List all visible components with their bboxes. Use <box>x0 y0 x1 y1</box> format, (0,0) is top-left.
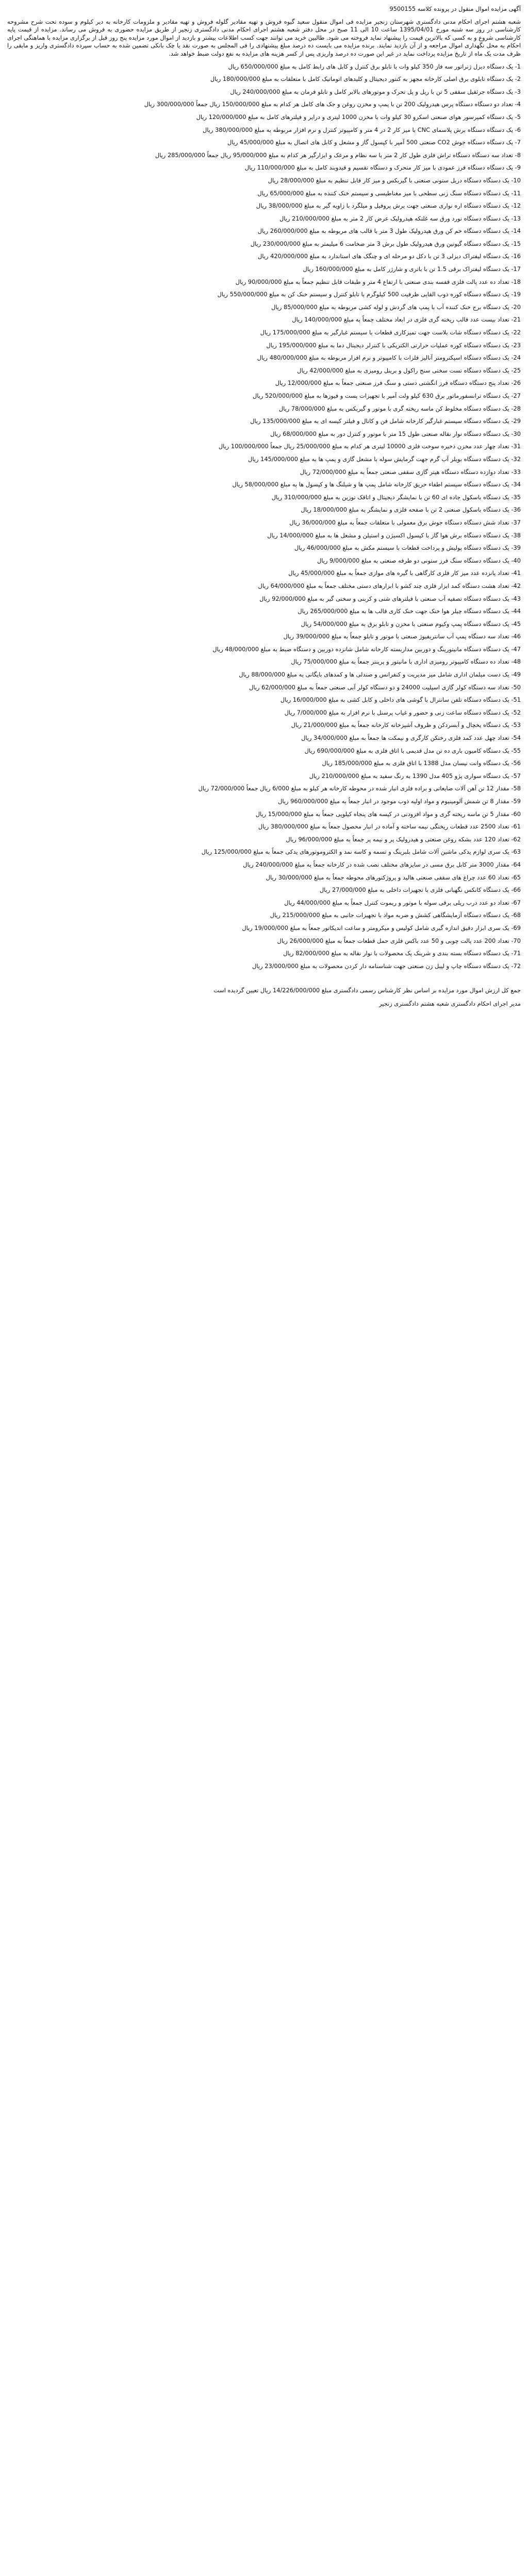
list-item: 63- یک سری لوازم یدکی ماشین آلات شامل بلبرینگ و تسمه و کاسه نمد و الکتروموتورهای یدکی جمعاً به مبلغ 125/000/000 ریال <box>201 848 521 856</box>
list-item: 11- یک دستگاه دستگاه سنگ زنی سطحی با میز مغناطیسی و سیستم خنک کننده به مبلغ 65/000/000 ریال <box>257 189 521 197</box>
list-item: 34- یک دستگاه دستگاه سیستم اطفاء حریق کارخانه شامل پمپ ها و شیلنگ ها و کپسول ها به مبلغ 58/000/000 ریال <box>232 481 521 488</box>
list-item: 3- یک دستگاه جرثقیل سقفی 5 تن با ریل و پل تحرک و موتورهای بالابر کامل و تابلو فرمان به مبلغ 240/000/000 ریال <box>230 88 521 95</box>
list-item: 17- یک دستگاه لیفتراک برقی 1.5 تن با باتری و شارژر کامل به مبلغ 160/000/000 ریال <box>303 265 521 273</box>
list-item: 61- تعداد 2500 عدد قطعات ریختگی نیمه ساخته و آماده در انبار محصول جمعاً به مبلغ 380/000/000 ریال <box>258 823 521 831</box>
list-item: 14- یک دستگاه دستگاه خم کن ورق هیدرولیک طول 3 متر با قالب های مربوطه به مبلغ 260/000/000 ریال <box>257 227 521 235</box>
list-item: 7- یک دستگاه دستگاه جوش CO2 صنعتی 500 آمپر با کپسول گاز و مشعل و کابل های اتصال به مبلغ 45/000/000 ریال <box>227 139 521 146</box>
list-item: 67- تعداد دو عدد درب ریلی برقی سوله با موتور و ریموت کنترل جمعاً به مبلغ 44/000/000 ریال <box>284 899 521 906</box>
list-item: 30- یک دستگاه دستگاه نوار نقاله صنعتی طول 15 متر با موتور و کنترل دور به مبلغ 68/000/000 ریال <box>270 430 521 437</box>
list-item: 58- مقدار 12 تن آهن آلات ضایعاتی و براده فلزی انبار شده در محوطه کارخانه هر کیلو به مبلغ 6/000 ریال جمعاً 72/000/000 ریال <box>198 785 521 792</box>
list-item: 45- یک دستگاه دستگاه پمپ وکیوم صنعتی با مخزن و تابلو برق به مبلغ 54/000/000 ریال <box>301 620 521 628</box>
list-item: 36- یک دستگاه باسکول صنعتی 2 تن با صفحه فلزی و نمایشگر به مبلغ 18/000/000 ریال <box>301 506 521 514</box>
list-item: 55- یک دستگاه کامیون باری ده تن مدل قدیمی با اتاق فلزی به مبلغ 690/000/000 ریال <box>304 747 521 754</box>
list-item: 27- یک دستگاه ترانسفورماتور برق 630 کیلو ولت آمپر با تجهیزات پست و فیوزها به مبلغ 520/000/000 ریال <box>252 392 521 399</box>
list-item: 26- تعداد پنج دستگاه دستگاه فرز انگشتی دستی و سنگ فرز صنعتی جمعاً به مبلغ 12/000/000 ریال <box>275 379 521 387</box>
list-item: 6- یک دستگاه دستگاه برش پلاسمای CNC با میز کار 2 در 4 متر و کامپیوتر کنترل و نرم افزار مربوطه به مبلغ 380/000/000 ریال <box>203 126 521 133</box>
list-item: 25- یک دستگاه دستگاه تست سختی سنج راکول و برینل رومیزی به مبلغ 42/000/000 ریال <box>297 366 521 374</box>
list-item: 37- تعداد شش دستگاه دستگاه جوش برق معمولی با متعلقات جمعاً به مبلغ 36/000/000 ریال <box>289 518 521 526</box>
document-intro: شعبه هشتم اجرای احکام مدنی دادگستری شهرستان زنجیر مزایده فی اموال منقول سعید گیوه فروش و تهیه مقادیر گلوله فروش و تهیه مقادیر و ملزومات کارخانه به دیر کیلوم و سوده تحت شرح مشروحه کارشناسی در روز سه شنبه مورخ 1395/04/01 ساعت 10 الی 11 صبح در محل دفتر شعبه هشتم اجرای احکام مدنی دادگستری زنجیر از طریق مزایده حضوری به فروش می رساند. مزایده از قیمت پایه کارشناسی شروع و به کسی که بالاترین قیمت را پیشنهاد نماید فروخته می شود. طالبین خرید می توانند جهت کسب اطلاعات بیشتر و بازدید از اموال مورد مزایده پنج روز قبل از برگزاری مزایده با هماهنگی اجرای احکام به محل نگهداری اموال مراجعه و از آن بازدید نمایند. برنده مزایده می بایست ده درصد مبلغ پیشنهادی را فی المجلس به صورت نقد یا چک بانکی تضمین شده به حساب سپرده دادگستری واریز و مابقی را ظرف مدت یک ماه از تاریخ مزایده پرداخت نماید در غیر این صورت ده درصد واریزی پس از کسر هزینه های مزایده به نفع دولت ضبط خواهد شد. <box>7 18 521 57</box>
list-item: 21- تعداد بیست عدد قالب ریخته گری فلزی در ابعاد مختلف جمعاً به مبلغ 140/000/000 ریال <box>292 316 521 324</box>
list-item: 57- یک دستگاه سواری پژو 405 مدل 1390 به رنگ سفید به مبلغ 210/000/000 ریال <box>309 772 521 779</box>
document-header: آگهی مزایده اموال منقول در پرونده کلاسه 9500155 <box>389 5 521 12</box>
list-item: 22- یک دستگاه دستگاه شات بلاست جهت تمیزکاری قطعات با سیستم غبارگیر به مبلغ 175/000/000 ریال <box>260 329 521 336</box>
list-item: 5- یک دستگاه کمپرسور هوای صنعتی اسکرو 30 کیلو وات با مخزن 1000 لیتری و درایر و فیلترهای کامل به مبلغ 120/000/000 ریال <box>196 113 521 121</box>
list-item: 15- یک دستگاه دستگاه گیوتین ورق هیدرولیک طول برش 3 متر ضخامت 6 میلیمتر به مبلغ 230/000/000 ریال <box>250 240 521 247</box>
list-item: 72- یک دستگاه دستگاه چاپ و لیبل زن صنعتی جهت شناسنامه دار کردن محصولات به مبلغ 23/000/000 ریال <box>252 962 521 970</box>
list-item: 48- تعداد ده دستگاه کامپیوتر رومیزی اداری با مانیتور و پرینتر جمعاً به مبلغ 75/000/000 ریال <box>291 658 521 666</box>
list-item: 29- یک دستگاه دستگاه سیستم غبارگیر کارخانه شامل فن و کانال و فیلتر کیسه ای به مبلغ 135/000/000 ریال <box>250 417 521 425</box>
list-item: 43- یک دستگاه دستگاه تصفیه آب صنعتی با فیلترهای شنی و کربنی و سختی گیر به مبلغ 92/000/000 ریال <box>259 595 521 602</box>
list-item: 64- مقدار 3000 متر کابل برق مسی در سایزهای مختلف نصب شده در کارخانه جمعاً به مبلغ 240/000/000 ریال <box>243 860 521 868</box>
list-item: 59- مقدار 8 تن شمش آلومینیوم و مواد اولیه ذوب موجود در انبار جمعاً به مبلغ 960/000/000 ریال <box>278 798 521 805</box>
list-item: 33- تعداد دوازده دستگاه دستگاه هیتر گازی سقفی صنعتی جمعاً به مبلغ 72/000/000 ریال <box>300 468 521 476</box>
list-item: 35- یک دستگاه باسکول جاده ای 60 تن با نمایشگر دیجیتال و اتاقک توزین به مبلغ 310/000/000 ریال <box>271 493 521 501</box>
document-footer: مدیر اجرای احکام دادگستری شعبه هشتم دادگستری زنجیر <box>378 999 521 1007</box>
list-item: 71- یک دستگاه دستگاه بسته بندی و شرینک پک محصولات با نوار نقاله به مبلغ 82/000/000 ریال <box>283 950 521 957</box>
list-item: 8- تعداد سه دستگاه دستگاه تراش فلزی طول کار 2 متر با سه نظام و مرغک و ابزارگیر هر کدام به مبلغ 95/000/000 ریال جمعاً 285/000/000 ریال <box>155 151 521 159</box>
list-item: 44- یک دستگاه دستگاه چیلر هوا خنک جهت خنک کاری قالب ها به مبلغ 265/000/000 ریال <box>298 607 521 615</box>
list-item: 50- تعداد سه دستگاه کولر گازی اسپلیت 24000 و دو دستگاه کولر آبی صنعتی جمعاً به مبلغ 62/000/000 ریال <box>249 683 521 691</box>
list-item: 10- یک دستگاه دستگاه دریل ستونی صنعتی با گیربکس و میز کار قابل تنظیم به مبلغ 28/000/000 ریال <box>268 176 521 184</box>
list-item: 47- یک دستگاه دستگاه مانیتورینگ و دوربین مداربسته کارخانه شامل شانزده دوربین و دستگاه ضبط به مبلغ 48/000/000 ریال <box>212 645 521 653</box>
list-item: 12- یک دستگاه دستگاه اره نواری صنعتی جهت برش پروفیل و میلگرد با زاویه گیر به مبلغ 38/000/000 ریال <box>256 202 521 210</box>
list-item: 42- تعداد هشت دستگاه کمد ابزار فلزی چند کشو با ابزارهای دستی مختلف جمعاً به مبلغ 64/000/000 ریال <box>258 582 521 589</box>
list-item: 54- تعداد چهل عدد کمد فلزی رختکن کارگری و نیمکت ها جمعاً به مبلغ 34/000/000 ریال <box>301 734 521 742</box>
total-value: جمع کل ارزش اموال مورد مزایده بر اساس نظر کارشناس رسمی دادگستری مبلغ 14/226/000/000 ریال تعیین گردیده است <box>213 987 521 994</box>
list-item: 40- یک دستگاه دستگاه سنگ فرز ستونی دو طرفه صنعتی به مبلغ 9/000/000 ریال <box>317 556 521 564</box>
list-item: 38- یک دستگاه دستگاه برش هوا گاز با کپسول اکسیژن و استیلن و مشعل ها به مبلغ 14/000/000 ریال <box>267 531 521 539</box>
list-item: 68- یک دستگاه دستگاه آزمایشگاهی کشش و ضربه مواد با تجهیزات جانبی به مبلغ 215/000/000 ریال <box>270 911 521 919</box>
list-item: 23- یک دستگاه دستگاه کوره عملیات حرارتی الکتریکی با کنترلر دیجیتال دما به مبلغ 195/000/000 ریال <box>266 341 521 349</box>
list-item: 24- یک دستگاه دستگاه اسپکترومتر آنالیز فلزات با کامپیوتر و نرم افزار مربوطه به مبلغ 480/000/000 ریال <box>257 354 521 362</box>
list-item: 13- یک دستگاه دستگاه نورد ورق سه غلتکه هیدرولیک عرض کار 2 متر به مبلغ 210/000/000 ریال <box>279 214 521 222</box>
list-item: 51- یک دستگاه دستگاه تلفن سانترال با گوشی های داخلی و کابل کشی به مبلغ 16/000/000 ریال <box>280 696 521 704</box>
list-item: 4- تعداد دو دستگاه دستگاه پرس هیدرولیک 200 تن با پمپ و مخزن روغن و جک های کامل هر کدام به مبلغ 150/000/000 ریال جمعاً 300/000/000 ریال <box>144 100 521 108</box>
list-item: 60- مقدار 5 تن ماسه ریخته گری و مواد افزودنی در کیسه های پنجاه کیلویی جمعاً به مبلغ 15/000/000 ریال <box>255 810 521 818</box>
list-item: 56- یک دستگاه وانت نیسان مدل 1388 با اتاق فلزی به مبلغ 185/000/000 ریال <box>322 759 521 767</box>
list-item: 9- یک دستگاه دستگاه فرز عمودی با میز کار متحرک و دستگاه تقسیم و قیدوبند کامل به مبلغ 110/000/000 ریال <box>244 164 521 172</box>
list-item: 66- یک دستگاه کانکس نگهبانی فلزی با تجهیزات داخلی به مبلغ 27/000/000 ریال <box>319 886 521 894</box>
list-item: 69- یک سری ابزار دقیق اندازه گیری شامل کولیس و میکرومتر و ساعت اندیکاتور جمعاً به مبلغ 19/000/000 ریال <box>242 924 521 931</box>
list-item: 53- یک دستگاه یخچال و آبسردکن و ظروف آشپزخانه کارخانه جمعاً به مبلغ 21/000/000 ریال <box>291 721 521 729</box>
list-item: 46- تعداد سه دستگاه پمپ آب سانتریفیوژ صنعتی با موتور و تابلو جمعاً به مبلغ 39/000/000 ریال <box>283 633 521 640</box>
list-item: 65- تعداد 60 عدد چراغ های سقفی صنعتی هالید و پروژکتورهای محوطه جمعاً به مبلغ 30/000/000 ریال <box>266 873 521 881</box>
list-item: 41- تعداد پانزده عدد میز کار فلزی کارگاهی با گیره های موازی جمعاً به مبلغ 45/000/000 ریال <box>288 569 521 577</box>
list-item: 39- یک دستگاه دستگاه پولیش و پرداخت قطعات با سیستم مکش به مبلغ 46/000/000 ریال <box>294 544 521 552</box>
list-item: 32- یک دستگاه دستگاه بویلر آب گرم جهت گرمایش سوله با مشعل گازی و پمپ ها به مبلغ 145/000/000 ریال <box>248 455 521 463</box>
items-list <box>7 63 521 971</box>
list-item: 49- یک دست مبلمان اداری شامل میز مدیریت و کنفرانس و صندلی ها و کمدهای بایگانی به مبلغ 88/000/000 ریال <box>239 671 521 679</box>
list-item: 52- یک دستگاه دستگاه ساعت زنی و حضور و غیاب پرسنل با نرم افزار به مبلغ 7/000/000 ریال <box>284 708 521 716</box>
list-item: 18- تعداد ده عدد پالت فلزی قفسه بندی صنعتی با ارتفاع 4 متر و طبقات قابل تنظیم جمعاً به مبلغ 90/000/000 ریال <box>235 278 521 285</box>
list-item: 20- یک دستگاه برج خنک کننده آب با پمپ های گردش و لوله کشی مربوطه به مبلغ 85/000/000 ریال <box>271 303 521 311</box>
list-item: 19- یک دستگاه دستگاه کوره ذوب القایی ظرفیت 500 کیلوگرم با تابلو کنترل و سیستم خنک کن به مبلغ 550/000/000 ریال <box>217 291 521 298</box>
list-item: 2- یک دستگاه تابلوی برق اصلی کارخانه مجهز به کنتور دیجیتال و کلیدهای اتوماتیک کامل با متعلقات به مبلغ 180/000/000 ریال <box>210 75 521 83</box>
list-item: 16- یک دستگاه لیفتراک دیزلی 3 تن با دکل دو مرحله ای و چنگک های استاندارد به مبلغ 420/000/000 ریال <box>258 252 521 260</box>
list-item: 62- تعداد 120 عدد بشکه روغن صنعتی و هیدرولیک پر و نیمه پر جمعاً به مبلغ 96/000/000 ریال <box>286 835 521 843</box>
list-item: 70- تعداد 200 عدد پالت چوبی و 50 عدد باکس فلزی حمل قطعات جمعاً به مبلغ 26/000/000 ریال <box>277 937 521 944</box>
list-item: 1- یک دستگاه دیزل ژنراتور سه فاز 350 کیلو وات با تابلو برق کنترل و کابل های رابط کامل به مبلغ 650/000/000 ریال <box>228 62 521 70</box>
list-item: 28- یک دستگاه دستگاه مخلوط کن ماسه ریخته گری با موتور و گیربکس به مبلغ 78/000/000 ریال <box>278 404 521 412</box>
list-item: 31- تعداد چهار عدد مخزن ذخیره سوخت فلزی 10000 لیتری هر کدام به مبلغ 25/000/000 ریال جمعاً 100/000/000 ریال <box>218 443 521 450</box>
